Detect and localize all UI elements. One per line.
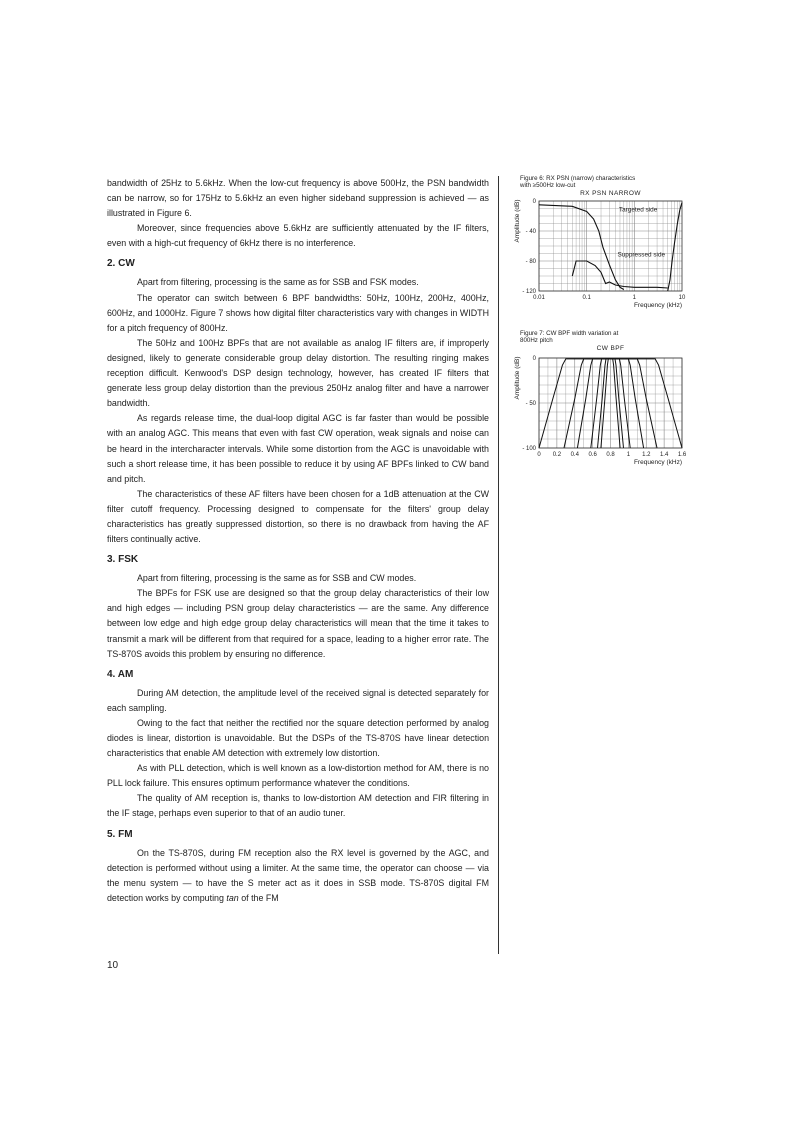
figure-6 [506, 174, 686, 314]
paragraph: Moreover, since frequencies above 5.6kHz are sufficiently attenuated by the IF filters, even with a high-cut frequency of 6kHz there is no interference. [107, 223, 489, 249]
paragraph: The characteristics of these AF filters have been chosen for a 1dB attenuation at the CW filter cutoff frequency. Processing designed to compensate for the filters' group delay characteristics has greatly suppressed distortion, so there is no drawback from having the AF filters continually active. [107, 488, 489, 545]
x-tick-label: 10 [678, 295, 686, 301]
article-body [107, 176, 489, 906]
figure-7-chart [506, 329, 686, 469]
paragraph: As regards release time, the dual-loop digital AGC is far faster than would be possible with an analog AGC. This means that even with fast CW operation, weak signals and noise can be heard in the intercharacter intervals. While some distortion from the AGC is unavoidable with such a short release time, it has been possible to reduce it by using AF BPFs linked to CW band and pitch. [107, 413, 489, 484]
paragraph: bandwidth of 25Hz to 5.6kHz. When the low-cut frequency is above 500Hz, the PSN bandwidth can be narrow, so for 175Hz to 5.6kHz an even higher sideband suppression is achieved — as illustrated in Figure 6. [107, 178, 489, 219]
y-axis-label: Amplitude (dB) [514, 199, 521, 243]
column-divider [498, 176, 499, 954]
paragraph: The 50Hz and 100Hz BPFs that are not available as analog IF filters are, if improperly designed, likely to generate considerable group delay distortion. The resulting ringing makes reception difficult. Kenwood's DSP design technology, however, has created IF filters that generate less group delay distortion than the previous 250Hz analog filter and have a narrower bandwidth. [107, 337, 489, 409]
x-tick-label: 1.6 [677, 452, 687, 458]
x-tick-label: 1 [626, 452, 631, 458]
x-tick-label: 0 [537, 452, 541, 458]
x-tick-label: 1.4 [659, 452, 669, 458]
figure-caption: Figure 6: RX PSN (narrow) characteristics [520, 175, 636, 182]
y-tick-label: - 120 [522, 289, 536, 295]
y-axis-label: Amplitude (dB) [514, 356, 521, 400]
section-heading-am: 4. AM [107, 668, 134, 680]
series-line-targeted-side [539, 205, 624, 290]
x-tick-label: 0.6 [588, 452, 597, 458]
x-tick-label: 1.2 [642, 452, 651, 458]
paragraph-text: On the TS-870S, during FM reception also the RX level is governed by the AGC, and detection is performed without using a limiter. At the same time, the operator can choose — via the menu system — to have the S meter act as it does in SSB mode. TS-870S digital FM detection works by computing [107, 847, 489, 903]
x-axis-label: Frequency (kHz) [633, 302, 682, 309]
figure-6-chart [506, 174, 686, 314]
y-tick-label: - 50 [525, 401, 536, 407]
x-tick-label: 0.4 [570, 452, 579, 458]
chart-title: RX PSN NARROW [580, 190, 641, 197]
figure-caption: 800Hz pitch [520, 337, 553, 344]
paragraph: Apart from filtering, processing is the same as for SSB and CW modes. [137, 573, 417, 584]
paragraph: Apart from filtering, processing is the same as for SSB and FSK modes. [137, 277, 419, 288]
paragraph: During AM detection, the amplitude level of the received signal is detected separately for each sampling. [107, 687, 489, 713]
x-tick-label: 0.2 [552, 452, 562, 458]
figure-caption: with ≥500Hz low-cut [520, 182, 576, 189]
x-tick-label: 1 [632, 295, 637, 301]
paragraph: As with PLL detection, which is well known as a low-distortion method for AM, there is no PLL lock failure. This ensures optimum performance whatever the conditions. [107, 763, 489, 789]
page-number: 10 [107, 960, 119, 971]
section-heading-fm: 5. FM [107, 828, 133, 840]
section-heading-fsk: 3. FSK [107, 554, 139, 566]
y-tick-label: - 100 [522, 446, 536, 452]
x-tick-label: 0.1 [582, 295, 591, 301]
figure-7 [506, 329, 686, 469]
y-tick-label: - 40 [525, 229, 536, 235]
paragraph: Owing to the fact that neither the rectified nor the square detection performed by analog diodes is linear, distortion is unavoidable. But the DSPs of the TS-870S have linear detection characteristics that enable AM detection with extremely low distortion. [107, 717, 489, 759]
section-heading-cw: 2. CW [107, 258, 135, 270]
chart-annotation: Targeted side [618, 206, 658, 214]
y-tick-label: 0 [532, 356, 536, 362]
paragraph-text: of the FM [238, 892, 279, 903]
x-tick-label: 0.8 [606, 452, 615, 458]
x-axis-label: Frequency (kHz) [633, 459, 682, 466]
paragraph: The BPFs for FSK use are designed so that the group delay characteristics of their low and high edges — including PSN group delay characteristics — are the same. Any difference between low edge and high edge group delay characteristics will mean that the time it takes to transmit a mark will be different from that required for a space, leading to a higher error rate. The TS-870S avoids this problem by ensuring no difference. [107, 588, 489, 659]
paragraph: The operator can switch between 6 BPF bandwidths: 50Hz, 100Hz, 200Hz, 400Hz, 600Hz, and 1000Hz. Figure 7 shows how digital filter characteristics vary with changes in WIDTH for a pitch frequency of 800Hz. [107, 292, 489, 333]
chart-title: CW BPF [596, 345, 625, 352]
figure-caption: Figure 7: CW BPF width variation at [520, 330, 619, 337]
chart-annotation: Suppressed side [617, 251, 666, 259]
y-tick-label: 0 [532, 199, 536, 205]
emphasis-text: tan [226, 892, 239, 903]
paragraph [107, 846, 489, 906]
y-tick-label: - 80 [525, 259, 536, 265]
x-tick-label: 0.01 [533, 295, 545, 301]
paragraph: The quality of AM reception is, thanks to low-distortion AM detection and FIR filtering in the IF stage, perhaps even superior to that of an audio tuner. [107, 793, 489, 819]
